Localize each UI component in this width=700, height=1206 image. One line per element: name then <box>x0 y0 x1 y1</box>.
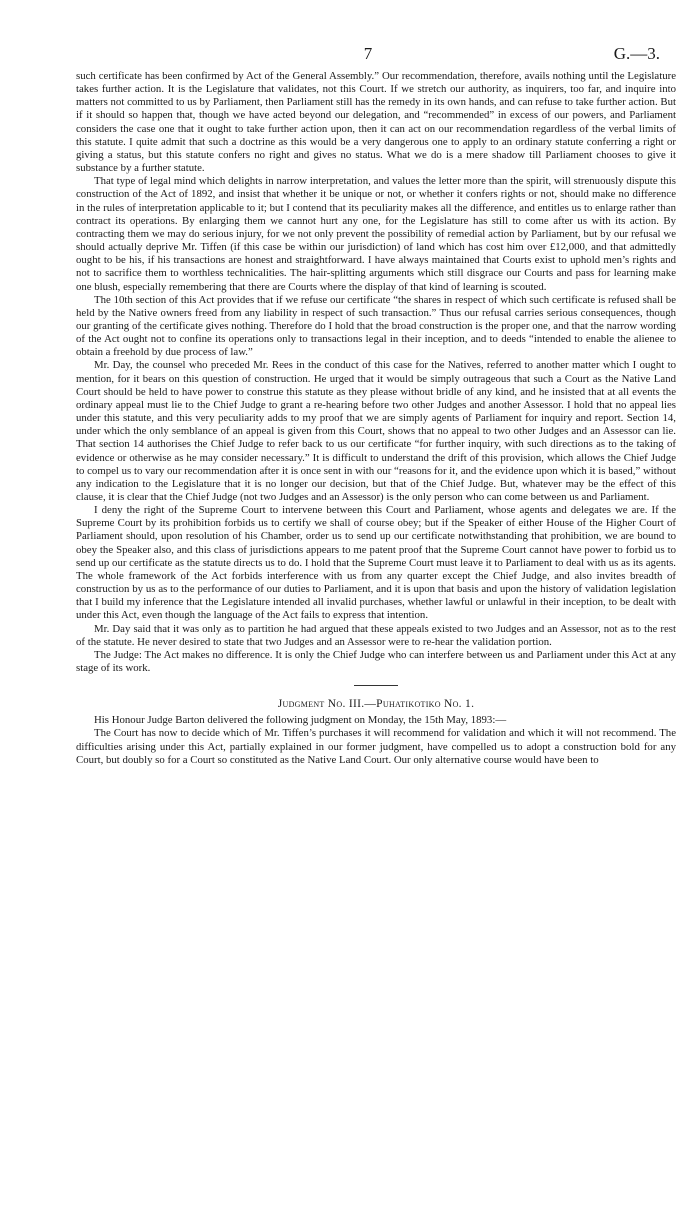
section-divider <box>354 685 398 686</box>
document-reference: G.—3. <box>613 44 660 63</box>
paragraph: I deny the right of the Supreme Court to intervene between this Court and Parliament, whose agents and delegates we are. If the Supreme Court by its prohibition forbids us to certify we shall of course obey; but if the Speaker of either House of the Higher Court of Parliament should, upon resolution of his Chamber, order us to send up our certificate notwithstanding that prohibition, we are bound to obey the Speaker also, and this class of jurisdictions appears to me patent proof that the Supreme Court cannot have power to forbid us to send up our certificate as the statute directs us to do. I hold that the Supreme Court must leave it to Parliament to deal with us as its agents. The whole framework of the Act forbids interference with us from any quarter except the Chief Judge, and also invites breadth of construction by us as to the performance of our duties to Parliament, and it is upon that basis and upon the history of validation legislation that I build my inference that the Legislature intended all invalid purchases, whether lawful or unlawful in their inception, to be dealt with under this Act, even though the language of the Act fails to express that intention. <box>76 504 676 622</box>
section-heading: Judgment No. III.—Puhatikotiko No. 1. <box>277 698 475 711</box>
paragraph: Mr. Day, the counsel who preceded Mr. Rees in the conduct of this case for the Natives, referred to another matter which I ought to mention, for it bears on this question of construction. He urged that it would be simply outrageous that such a Court as the Native Land Court should be held to have power to construe this statute as they please without bridle of any kind, and he insisted that at all events the ordinary appeal must lie to the Chief Judge to grant a re-hearing before two other Judges and another Assessor. I hold that no appeal lies under this statute, and this very peculiarity adds to my proof that we are simply agents of Parliament for inquiry and report. Section 14, under which the only semblance of an appeal is given from this Court, shows that no appeal to two other Judges and an Assessor can lie. That section 14 authorises the Chief Judge to refer back to us our certificate “for further inquiry, with such directions as to the taking of evidence or otherwise as he may consider necessary.” It is difficult to understand the drift of this provision, which allows the Chief Judge to compel us to vary our recommendation after it is once sent in with our “reasons for it, and the evidence upon which it is based,” without any indication to the Legislature that it is no longer our decision, but that of the Chief Judge. But, whatever may be the effect of this clause, it is clear that the Chief Judge (not two Judges and an Assessor) is the only person who can come between us and Parliament. <box>76 359 676 503</box>
page-body <box>76 70 676 767</box>
paragraph: The Judge: The Act makes no difference. It is only the Chief Judge who can interfere between us and Parliament under this Act at any stage of its work. <box>76 648 676 675</box>
paragraph: That type of legal mind which delights in narrow interpretation, and values the letter more than the spirit, will strenuously dispute this construction of the Act of 1892, and insist that whether it be unique or not, or whether it confers rights or not, should make no difference in the rules of interpretation applicable to it; but I contend that its peculiarity makes all the difference, and entitles us to enlarge rather than contract its operations. By enlarging them we cannot hurt any one, for the Legislature has still to come after us with its action. By contracting them we may do serious injury, for we not only prevent the possibility of remedial action by Parliament, but by our refusal we should actually deprive Mr. Tiffen (if this case be within our jurisdiction) of land which has cost him over £12,000, and that admittedly ought to be his, if his transactions are honest and straightforward. I have always maintained that Courts exist to uphold men’s rights and not to sacrifice them to worthless technicalities. The hair-splitting arguments which still disgrace our Courts and pass for learning make one blush, especially remembering that there are Courts where the display of that kind of learning is scouted. <box>76 175 676 293</box>
paragraph: The 10th section of this Act provides that if we refuse our certificate “the shares in respect of which such certificate is refused shall be held by the Native owners freed from any liability in respect of such transaction.” Thus our refusal carries serious consequences, though our granting of the certificate gives nothing. Therefore do I hold that the broad construction is the proper one, and that the narrow wording of the Act ought not to confine its operations only to transactions legal in their inception, and to deeds “intended to enable the alienee to obtain a freehold by due process of law.” <box>76 293 676 359</box>
page-number: 7 <box>363 44 373 63</box>
page-header <box>76 44 660 66</box>
paragraph: Mr. Day said that it was only as to partition he had argued that these appeals existed to two Judges and an Assessor, not as to the rest of the statute. He never desired to state that two Judges and an Assessor were to re-hear the validation portion. <box>76 622 676 648</box>
paragraph: His Honour Judge Barton delivered the following judgment on Monday, the 15th May, 1893:— <box>94 714 507 727</box>
paragraph: such certificate has been confirmed by Act of the General Assembly.” Our recommendation, therefore, avails nothing until the Legislature takes further action. It is the Legislature that validates, not this Court. If we stretch our authority, as inquirers, too far, and inquire into matters not committed to us by Parliament, then Parliament still has the remedy in its own hands, and can refuse to take further action. But if it should so happen that, though we have acted beyond our delegation, and “recommended” in excess of our powers, and Parliament considers the case one that it ought to take further action upon, then it can act on our recommendation regardless of the verbal limits of this statute. I quite admit that such a doctrine as this would be a very dangerous one to apply to an ordinary statute conferring a right or giving a status, but this statute confers no right and gives no status. What we do is a mere shadow till Parliament chooses to give it substance by a further statute. <box>76 70 676 175</box>
paragraph: The Court has now to decide which of Mr. Tiffen’s purchases it will recommend for validation and which it will not recommend. The difficulties arising under this Act, partially explained in our former judgment, have compelled us to adopt a construction bold for any Court, but doubly so for a Court so constituted as the Native Land Court. Our only alternative course would have been to <box>76 727 676 766</box>
